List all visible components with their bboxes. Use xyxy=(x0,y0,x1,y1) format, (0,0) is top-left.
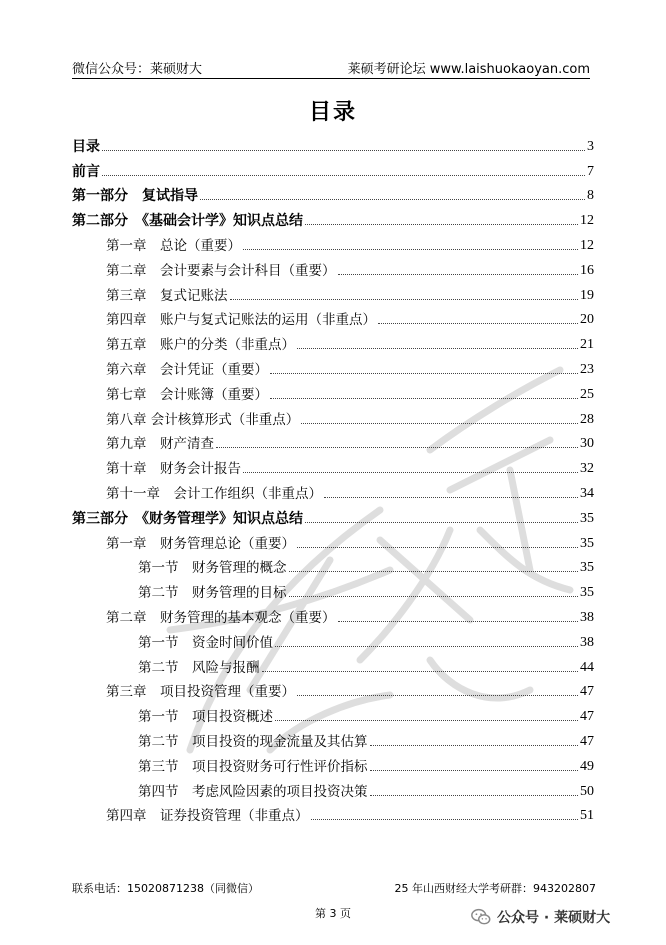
toc-entry-label: 第一部分 复试指导 xyxy=(72,188,198,205)
table-of-contents xyxy=(72,130,594,824)
toc-entry[interactable] xyxy=(72,254,594,279)
toc-entry-label: 第一节 资金时间价值 xyxy=(138,634,273,651)
badge-text: 公众号 · 莱硕财大 xyxy=(497,910,611,926)
toc-entry[interactable] xyxy=(72,204,594,229)
toc-leader-dots xyxy=(338,274,579,275)
wechat-account-badge xyxy=(470,905,610,929)
toc-entry[interactable] xyxy=(72,130,594,155)
toc-entry[interactable] xyxy=(72,328,594,353)
toc-entry-page: 16 xyxy=(580,262,594,278)
toc-leader-dots xyxy=(370,745,579,746)
footer-contact: 联系电话：15020871238（同微信） xyxy=(72,882,259,895)
toc-entry[interactable] xyxy=(72,725,594,750)
toc-leader-dots xyxy=(338,621,579,622)
toc-entry-page: 51 xyxy=(580,808,594,824)
toc-leader-dots xyxy=(324,497,578,498)
toc-leader-dots xyxy=(275,720,578,721)
toc-entry[interactable] xyxy=(72,601,594,626)
toc-entry[interactable] xyxy=(72,676,594,701)
toc-leader-dots xyxy=(301,423,578,424)
toc-entry-page: 38 xyxy=(580,609,594,625)
toc-entry-page: 38 xyxy=(580,634,594,650)
page-footer xyxy=(72,880,596,896)
toc-entry[interactable] xyxy=(72,403,594,428)
toc-entry-label: 第三章 项目投资管理（重要） xyxy=(106,684,295,701)
toc-entry[interactable] xyxy=(72,700,594,725)
toc-entry-page: 8 xyxy=(587,188,594,204)
toc-entry-page: 19 xyxy=(580,287,594,303)
toc-entry[interactable] xyxy=(72,552,594,577)
toc-entry-label: 第十章 财务会计报告 xyxy=(106,461,241,478)
toc-entry-label: 第四章 账户与复式记账法的运用（非重点） xyxy=(106,312,376,329)
toc-entry-page: 35 xyxy=(580,585,594,601)
toc-leader-dots xyxy=(305,522,578,523)
page-header xyxy=(72,58,590,79)
toc-entry-label: 第五章 账户的分类（非重点） xyxy=(106,337,295,354)
toc-entry[interactable] xyxy=(72,452,594,477)
toc-entry-page: 44 xyxy=(580,659,594,675)
toc-entry[interactable] xyxy=(72,527,594,552)
toc-entry-label: 第二节 财务管理的目标 xyxy=(138,585,287,602)
toc-entry[interactable] xyxy=(72,279,594,304)
toc-entry-label: 第十一章 会计工作组织（非重点） xyxy=(106,485,322,502)
toc-entry-page: 20 xyxy=(580,312,594,328)
toc-leader-dots xyxy=(289,571,579,572)
toc-entry-label: 第九章 财产清查 xyxy=(106,436,214,453)
toc-entry-page: 7 xyxy=(587,163,594,179)
toc-entry-label: 第八章 会计核算形式（非重点） xyxy=(106,411,300,428)
page-title: 目录 xyxy=(308,100,357,125)
toc-leader-dots xyxy=(102,150,585,151)
toc-entry-label: 第一节 财务管理的概念 xyxy=(138,560,287,577)
toc-entry-label: 第二部分 《基础会计学》知识点总结 xyxy=(72,213,303,230)
toc-entry-page: 47 xyxy=(580,684,594,700)
toc-entry-label: 第一章 财务管理总论（重要） xyxy=(106,535,295,552)
toc-entry-page: 3 xyxy=(587,138,594,154)
header-right-text: 莱硕考研论坛 www.laishuokaoyan.com xyxy=(347,62,590,77)
toc-entry[interactable] xyxy=(72,651,594,676)
toc-entry[interactable] xyxy=(72,800,594,825)
toc-leader-dots xyxy=(370,770,579,771)
toc-entry-page: 50 xyxy=(580,783,594,799)
toc-leader-dots xyxy=(243,249,578,250)
toc-leader-dots xyxy=(270,398,578,399)
toc-leader-dots xyxy=(275,646,578,647)
toc-entry-page: 32 xyxy=(580,461,594,477)
toc-entry-label: 第二节 风险与报酬 xyxy=(138,659,260,676)
toc-entry[interactable] xyxy=(72,304,594,329)
toc-entry-label: 前言 xyxy=(72,163,100,180)
toc-entry-page: 12 xyxy=(580,237,594,253)
toc-entry-page: 34 xyxy=(580,485,594,501)
toc-leader-dots xyxy=(297,547,578,548)
toc-leader-dots xyxy=(289,596,579,597)
toc-entry-label: 第一节 项目投资概述 xyxy=(138,709,273,726)
toc-entry-page: 28 xyxy=(580,411,594,427)
toc-entry-page: 35 xyxy=(580,535,594,551)
toc-leader-dots xyxy=(230,299,579,300)
header-left-text: 微信公众号：莱硕财大 xyxy=(72,62,203,77)
toc-entry-label: 第二章 财务管理的基本观念（重要） xyxy=(106,609,336,626)
toc-entry[interactable] xyxy=(72,477,594,502)
toc-entry-label: 第一章 总论（重要） xyxy=(106,237,241,254)
toc-entry-page: 49 xyxy=(580,758,594,774)
toc-entry-label: 第七章 会计账簿（重要） xyxy=(106,386,268,403)
page-number: 第 3 页 xyxy=(315,907,351,920)
toc-entry[interactable] xyxy=(72,428,594,453)
toc-leader-dots xyxy=(102,175,585,176)
toc-entry[interactable] xyxy=(72,775,594,800)
toc-entry-page: 21 xyxy=(580,337,594,353)
toc-leader-dots xyxy=(370,795,579,796)
toc-entry-page: 35 xyxy=(580,560,594,576)
toc-leader-dots xyxy=(297,348,578,349)
toc-entry[interactable] xyxy=(72,229,594,254)
toc-leader-dots xyxy=(243,472,578,473)
toc-entry[interactable] xyxy=(72,180,594,205)
toc-entry-label: 第二节 项目投资的现金流量及其估算 xyxy=(138,733,368,750)
toc-leader-dots xyxy=(378,323,578,324)
toc-entry-label: 第三章 复式记账法 xyxy=(106,287,228,304)
toc-entry-label: 第二章 会计要素与会计科目（重要） xyxy=(106,262,336,279)
toc-leader-dots xyxy=(200,199,585,200)
toc-entry-label: 第四章 证券投资管理（非重点） xyxy=(106,808,309,825)
toc-entry-page: 25 xyxy=(580,386,594,402)
toc-entry[interactable] xyxy=(72,626,594,651)
footer-group: 25 年山西财经大学考研群：943202807 xyxy=(394,882,596,895)
toc-entry[interactable] xyxy=(72,502,594,527)
toc-entry[interactable] xyxy=(72,353,594,378)
toc-entry-label: 第六章 会计凭证（重要） xyxy=(106,361,268,378)
toc-entry[interactable] xyxy=(72,750,594,775)
wechat-icon xyxy=(470,906,492,928)
toc-leader-dots xyxy=(297,695,578,696)
toc-entry-label: 目录 xyxy=(72,138,100,155)
toc-entry-label: 第三节 项目投资财务可行性评价指标 xyxy=(138,758,368,775)
toc-entry-page: 30 xyxy=(580,436,594,452)
toc-entry-label: 第四节 考虑风险因素的项目投资决策 xyxy=(138,783,368,800)
toc-entry[interactable] xyxy=(72,576,594,601)
toc-entry[interactable] xyxy=(72,378,594,403)
toc-entry-label: 第三部分 《财务管理学》知识点总结 xyxy=(72,510,303,527)
toc-entry-page: 12 xyxy=(580,213,594,229)
toc-leader-dots xyxy=(270,373,578,374)
toc-leader-dots xyxy=(262,671,579,672)
toc-leader-dots xyxy=(216,447,578,448)
toc-entry-page: 35 xyxy=(580,510,594,526)
toc-entry-page: 47 xyxy=(580,709,594,725)
toc-leader-dots xyxy=(311,819,579,820)
toc-entry-page: 47 xyxy=(580,733,594,749)
toc-entry-page: 23 xyxy=(580,361,594,377)
toc-entry[interactable] xyxy=(72,155,594,180)
toc-leader-dots xyxy=(305,224,578,225)
